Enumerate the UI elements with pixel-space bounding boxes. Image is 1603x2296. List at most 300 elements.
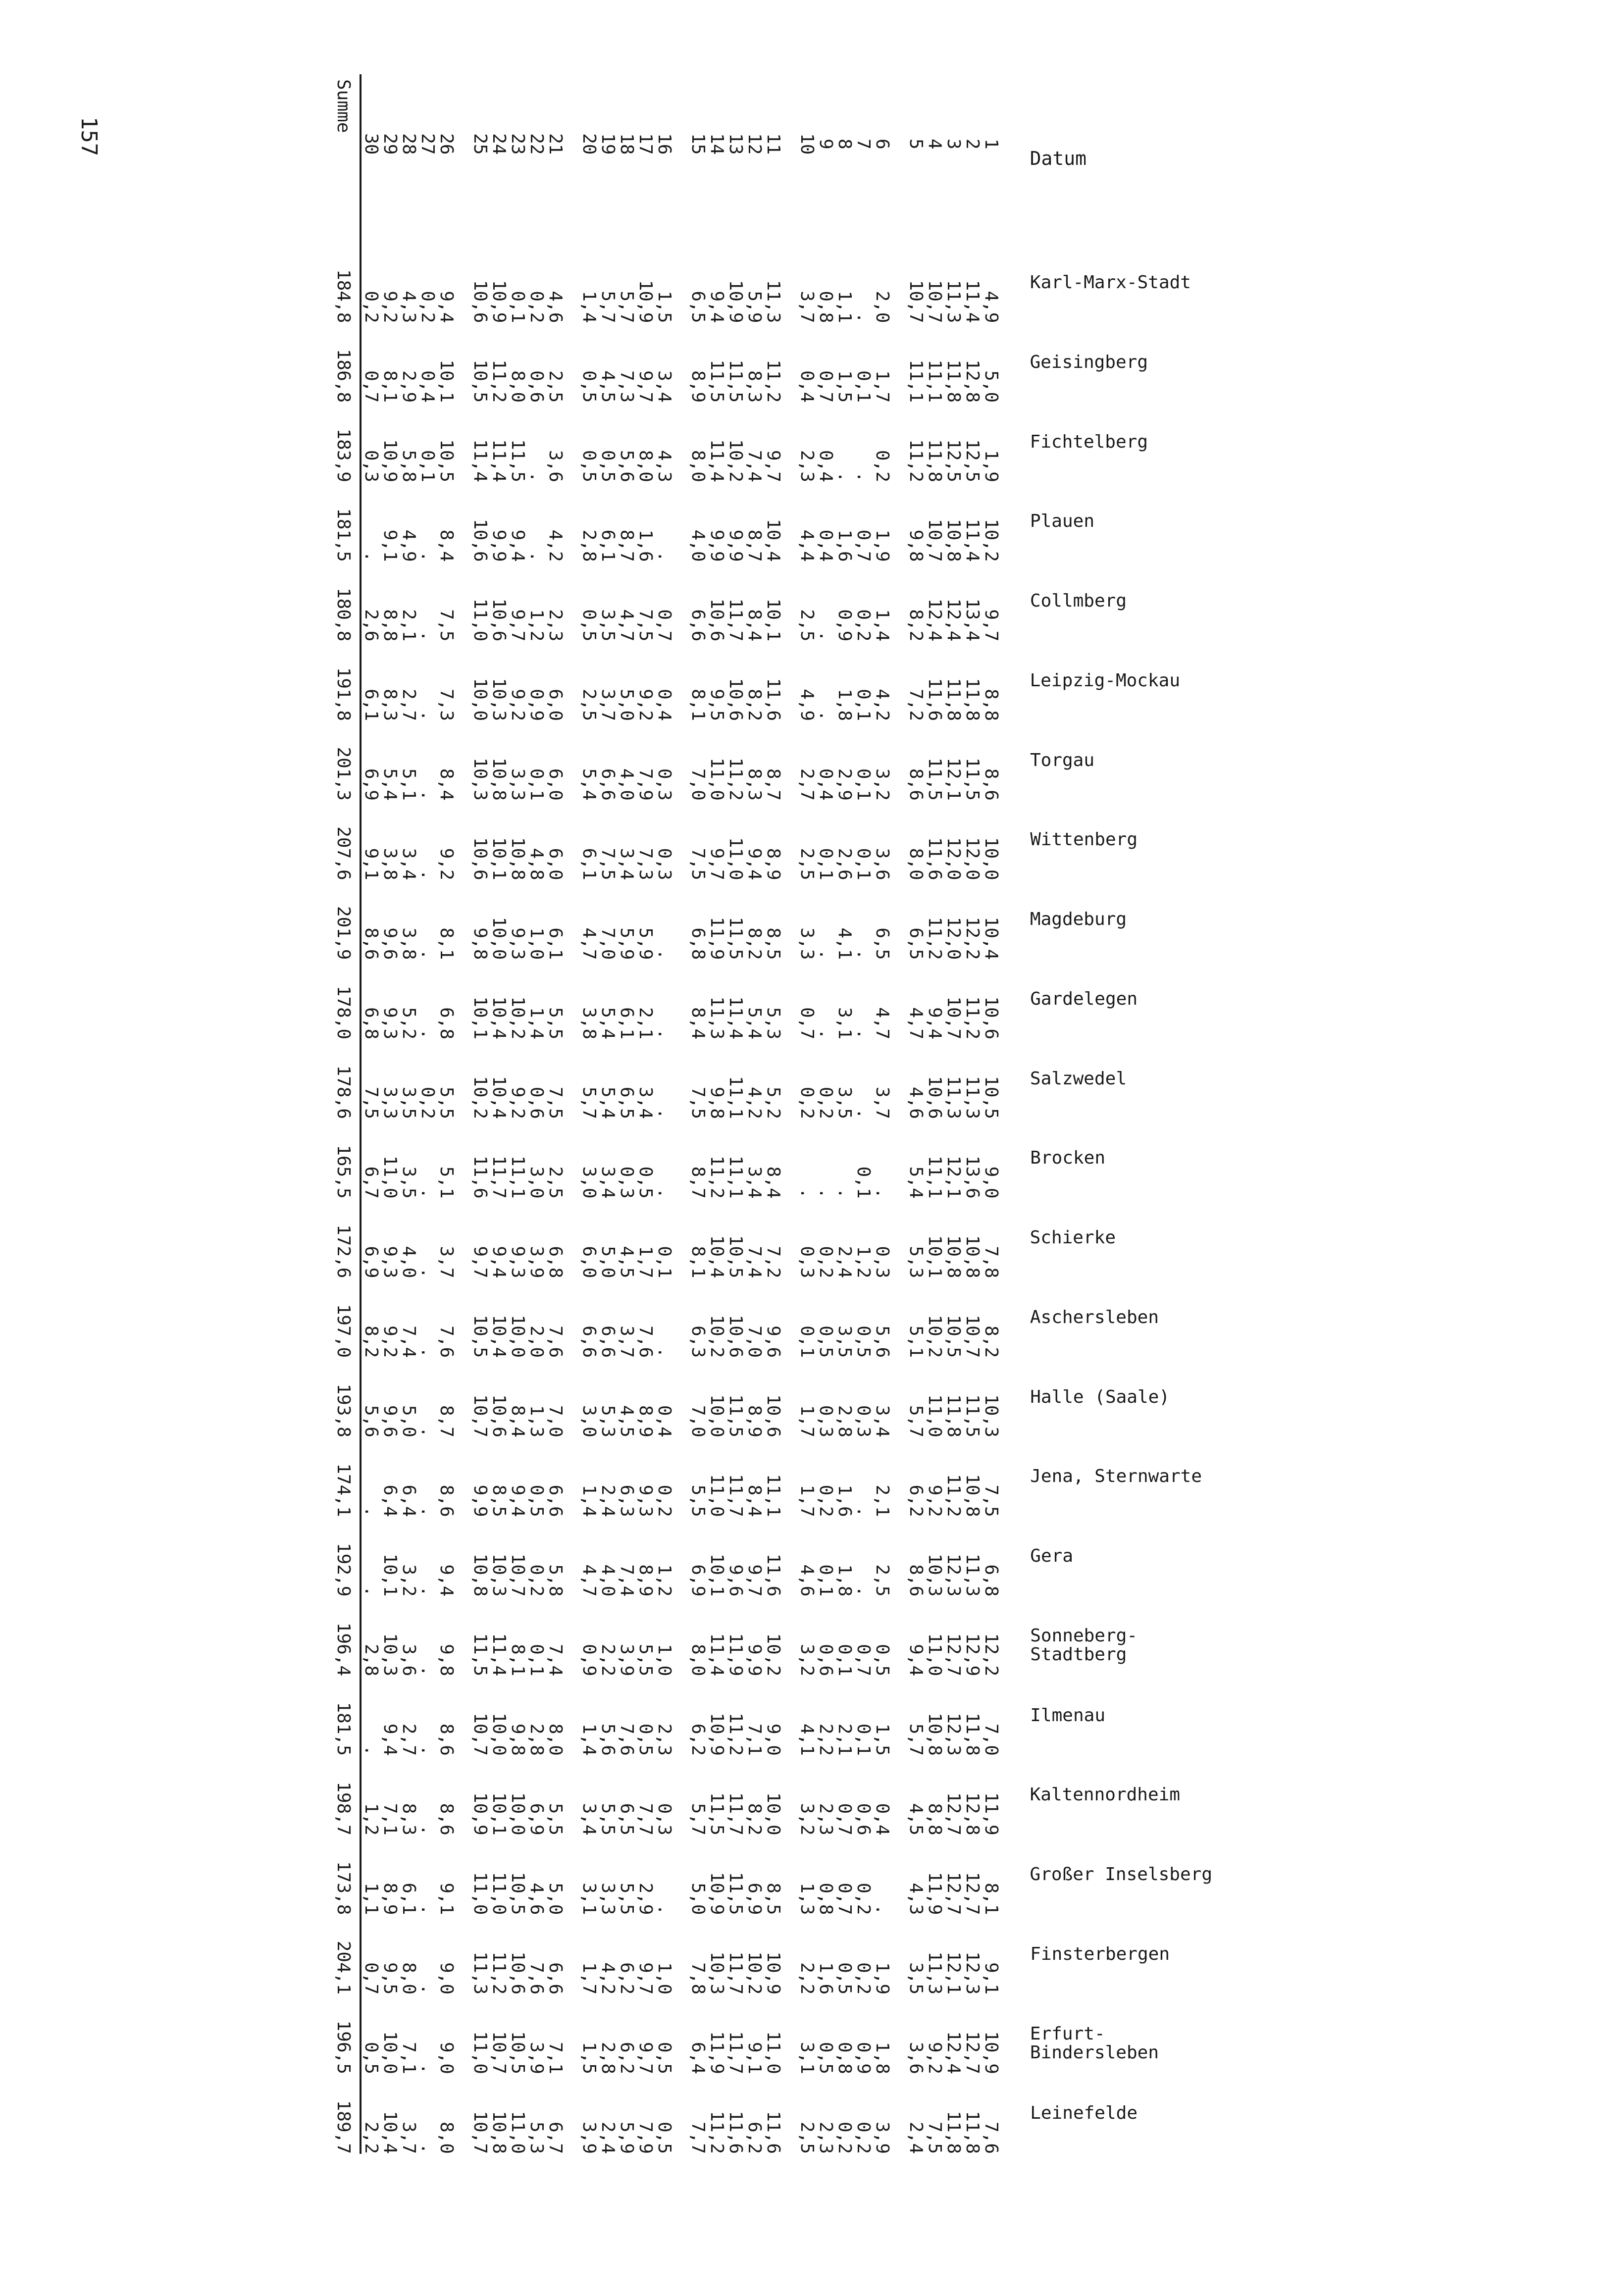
- value-cell: 1,7: [797, 1405, 817, 1437]
- value-cell: 7,6: [526, 1962, 547, 1995]
- value-cell: 2,1: [399, 609, 419, 642]
- value-cell: 6,0: [579, 1246, 599, 1278]
- value-cell: 11,6: [925, 678, 945, 721]
- station-values: [361, 1278, 470, 1358]
- station-values: [688, 801, 797, 880]
- station-name: Schierke: [1030, 1227, 1116, 1248]
- value-cell: 6,8: [688, 927, 708, 960]
- value-cell: 10,4: [489, 996, 509, 1040]
- value-cell: 0,8: [834, 2041, 855, 2074]
- value-cell: 10,5: [943, 1315, 964, 1358]
- value-cell: 11,0: [763, 2031, 783, 2074]
- value-cell: .: [417, 630, 438, 642]
- value-cell: 5,5: [688, 1484, 708, 1517]
- value-cell: 9,6: [380, 1405, 400, 1437]
- value-cell: 10,6: [725, 1315, 746, 1358]
- value-cell: 0,2: [797, 1086, 817, 1119]
- station-values: [361, 721, 470, 801]
- station-values: [906, 1119, 1020, 1199]
- value-cell: 3,4: [635, 1086, 656, 1119]
- value-cell: 4,2: [744, 1086, 765, 1119]
- value-cell: 0,1: [853, 689, 874, 721]
- station-name: Leinefelde: [1030, 2103, 1138, 2124]
- value-cell: .: [417, 869, 438, 880]
- station-values: [906, 323, 1020, 403]
- station-values: [470, 2074, 579, 2154]
- value-cell: 0,4: [816, 768, 836, 801]
- station-values: [470, 1836, 579, 1915]
- day-number: 17: [635, 133, 656, 155]
- value-cell: 12,1: [943, 1951, 964, 1995]
- value-cell: 0,7: [853, 529, 874, 562]
- value-cell: 4,0: [598, 1564, 618, 1597]
- value-cell: 2,0: [526, 1326, 547, 1358]
- value-cell: 11,3: [925, 1951, 945, 1995]
- value-cell: 0,1: [853, 1723, 874, 1756]
- station-values: [688, 1199, 797, 1278]
- value-cell: 0,2: [853, 1883, 874, 1915]
- value-cell: .: [853, 949, 874, 960]
- value-cell: 6,0: [545, 848, 566, 880]
- value-cell: 11,8: [943, 359, 964, 403]
- value-cell: 10,8: [508, 837, 528, 880]
- value-cell: 8,9: [763, 848, 783, 880]
- station-values: [470, 1119, 579, 1199]
- value-cell: 9,7: [635, 2041, 656, 2074]
- day-number: 29: [380, 133, 400, 155]
- value-cell: 5,5: [436, 1086, 457, 1119]
- value-cell: 8,6: [906, 1564, 926, 1597]
- value-cell: 8,9: [380, 1883, 400, 1915]
- value-cell: 11,6: [763, 1553, 783, 1597]
- value-cell: 2,5: [579, 689, 599, 721]
- value-cell: 11,5: [508, 439, 528, 482]
- value-cell: 6,0: [545, 689, 566, 721]
- value-cell: 2,9: [834, 768, 855, 801]
- day-number: 22: [526, 133, 547, 155]
- sum-value: 184,8: [323, 244, 361, 323]
- value-cell: 0,5: [361, 2041, 381, 2074]
- value-cell: 0,2: [853, 609, 874, 642]
- station-values: [688, 1676, 797, 1756]
- station-values: [579, 1596, 688, 1676]
- value-cell: 9,5: [380, 1962, 400, 1995]
- value-cell: .: [797, 1187, 817, 1199]
- value-cell: 9,1: [361, 848, 381, 880]
- station-values: [470, 1039, 579, 1119]
- value-cell: 11,0: [470, 2031, 490, 2074]
- station-values: [688, 403, 797, 482]
- value-cell: .: [654, 1347, 674, 1358]
- station-values: [797, 323, 906, 403]
- value-cell: 5,6: [872, 1326, 892, 1358]
- day-number: 6: [872, 138, 892, 150]
- value-cell: 8,0: [688, 1644, 708, 1677]
- station-values: [906, 1517, 1020, 1597]
- station-values: [906, 1994, 1020, 2074]
- value-cell: 0,9: [579, 1644, 599, 1677]
- value-cell: 10,1: [470, 996, 490, 1040]
- value-cell: .: [417, 1904, 438, 1915]
- value-cell: 10,2: [981, 518, 1001, 562]
- value-cell: 6,6: [598, 768, 618, 801]
- value-cell: 4,8: [526, 848, 547, 880]
- value-cell: 12,7: [962, 2031, 982, 2074]
- station-column-header: [1020, 1039, 1297, 1119]
- value-cell: 4,6: [545, 291, 566, 323]
- value-cell: 6,3: [688, 1326, 708, 1358]
- value-cell: 2,3: [816, 2121, 836, 2154]
- value-cell: 12,5: [962, 439, 982, 482]
- station-values: [688, 1278, 797, 1358]
- value-cell: 8,0: [906, 848, 926, 880]
- station-values: [797, 1994, 906, 2074]
- value-cell: .: [417, 1824, 438, 1836]
- value-cell: 7,7: [635, 1803, 656, 1836]
- value-cell: 0,5: [872, 1644, 892, 1677]
- station-values: [906, 1437, 1020, 1517]
- value-cell: 6,5: [906, 927, 926, 960]
- station-column-header: [1020, 1358, 1297, 1437]
- sum-value: 165,5: [323, 1119, 361, 1199]
- value-cell: .: [417, 2143, 438, 2154]
- sum-value: 197,0: [323, 1278, 361, 1358]
- data-sheet: [258, 74, 1297, 2154]
- station-values: [361, 1915, 470, 1994]
- value-cell: 11,0: [707, 758, 727, 801]
- value-cell: 12,1: [943, 1155, 964, 1199]
- station-name: Karl-Marx-Stadt: [1030, 272, 1191, 293]
- value-cell: 3,3: [508, 768, 528, 801]
- station-values: [797, 1676, 906, 1756]
- value-cell: 0,7: [654, 609, 674, 642]
- value-cell: 0,5: [816, 1326, 836, 1358]
- value-cell: 3,7: [617, 1326, 637, 1358]
- sum-value: 186,8: [323, 323, 361, 403]
- station-values: [579, 880, 688, 960]
- value-cell: 8,2: [744, 1803, 765, 1836]
- station-values: [579, 1199, 688, 1278]
- value-cell: 12,7: [962, 1872, 982, 1915]
- value-cell: 9,6: [725, 1564, 746, 1597]
- station-name: Großer Inselsberg: [1030, 1864, 1213, 1885]
- value-cell: 0,1: [417, 450, 438, 482]
- station-values: [906, 801, 1020, 880]
- value-cell: .: [872, 1904, 892, 1915]
- value-cell: 5,4: [598, 1086, 618, 1119]
- value-cell: 11,1: [925, 359, 945, 403]
- station-values: [579, 482, 688, 562]
- value-cell: 5,9: [635, 927, 656, 960]
- value-cell: 11,7: [725, 1792, 746, 1836]
- value-cell: 4,5: [906, 1803, 926, 1836]
- value-cell: 0,3: [872, 1246, 892, 1278]
- station-values: [797, 880, 906, 960]
- station-values: [688, 721, 797, 801]
- value-cell: 4,9: [981, 291, 1001, 323]
- value-cell: 0,7: [834, 1883, 855, 1915]
- value-cell: 5,6: [598, 1723, 618, 1756]
- day-number: 20: [579, 133, 599, 155]
- sum-value: 172,6: [323, 1199, 361, 1278]
- sum-value: 196,4: [323, 1596, 361, 1676]
- value-cell: 9,2: [925, 1484, 945, 1517]
- value-cell: 3,9: [872, 2121, 892, 2154]
- day-number: 13: [725, 133, 746, 155]
- value-cell: 11,5: [725, 359, 746, 403]
- value-cell: 10,5: [725, 1235, 746, 1278]
- value-cell: 1,8: [834, 1564, 855, 1597]
- value-cell: .: [654, 1028, 674, 1040]
- sum-value: 181,5: [323, 1676, 361, 1756]
- station-values: [906, 1676, 1020, 1756]
- value-cell: 11,0: [470, 598, 490, 642]
- value-cell: 8,1: [981, 1883, 1001, 1915]
- value-cell: 1,6: [834, 1484, 855, 1517]
- value-cell: 0,6: [526, 370, 547, 403]
- station-column-header: [1020, 641, 1297, 721]
- value-cell: 11,2: [962, 996, 982, 1040]
- value-cell: 8,6: [436, 1723, 457, 1756]
- value-cell: 11,8: [962, 1713, 982, 1756]
- station-values: [906, 1039, 1020, 1119]
- day-numbers: [579, 74, 688, 244]
- station-values: [361, 562, 470, 642]
- value-cell: 3,0: [579, 1405, 599, 1437]
- value-cell: .: [654, 1904, 674, 1915]
- value-cell: .: [816, 630, 836, 642]
- value-cell: 2,2: [797, 1962, 817, 1995]
- station-values: [797, 482, 906, 562]
- value-cell: .: [417, 1745, 438, 1756]
- value-cell: 10,2: [508, 996, 528, 1040]
- station-values: [579, 1915, 688, 1994]
- value-cell: 10,6: [707, 598, 727, 642]
- value-cell: 10,3: [489, 678, 509, 721]
- value-cell: 4,2: [545, 529, 566, 562]
- value-cell: 10,4: [380, 2111, 400, 2154]
- value-cell: 9,2: [380, 1326, 400, 1358]
- value-cell: 7,3: [617, 370, 637, 403]
- value-cell: 10,7: [925, 518, 945, 562]
- value-cell: 2,2: [598, 1644, 618, 1677]
- day-number: 10: [797, 133, 817, 155]
- value-cell: 9,4: [380, 1723, 400, 1756]
- value-cell: 10,2: [470, 1076, 490, 1119]
- value-cell: 5,3: [598, 1405, 618, 1437]
- value-cell: 10,7: [470, 1713, 490, 1756]
- value-cell: 9,5: [707, 689, 727, 721]
- sum-value: 178,0: [323, 960, 361, 1039]
- value-cell: 11,7: [725, 1951, 746, 1995]
- value-cell: 3,1: [579, 1883, 599, 1915]
- station-values: [579, 641, 688, 721]
- value-cell: 8,2: [744, 927, 765, 960]
- day-group-row: [361, 74, 470, 2154]
- day-number: 27: [417, 133, 438, 155]
- value-cell: 3,3: [380, 1086, 400, 1119]
- value-cell: 11,1: [763, 1474, 783, 1517]
- value-cell: 11,1: [725, 1155, 746, 1199]
- value-cell: 8,9: [635, 1405, 656, 1437]
- value-cell: 7,1: [399, 2041, 419, 2074]
- value-cell: 8,0: [399, 1962, 419, 1995]
- value-cell: 6,4: [380, 1484, 400, 1517]
- value-cell: 4,0: [688, 529, 708, 562]
- station-name: Salzwedel: [1030, 1068, 1127, 1089]
- value-cell: 0,1: [797, 1326, 817, 1358]
- station-values: [797, 641, 906, 721]
- station-values: [797, 960, 906, 1039]
- value-cell: 10,9: [489, 280, 509, 323]
- station-values: [579, 1278, 688, 1358]
- value-cell: 11,5: [707, 359, 727, 403]
- value-cell: .: [816, 1187, 836, 1199]
- value-cell: 11,5: [470, 1633, 490, 1677]
- value-cell: 5,3: [906, 1246, 926, 1278]
- value-cell: 3,2: [399, 1564, 419, 1597]
- value-cell: 7,1: [744, 1723, 765, 1756]
- value-cell: 1,7: [797, 1484, 817, 1517]
- value-cell: 8,0: [688, 450, 708, 482]
- station-values: [797, 1039, 906, 1119]
- value-cell: 10,6: [925, 1076, 945, 1119]
- value-cell: 11,4: [962, 518, 982, 562]
- station-values: [906, 880, 1020, 960]
- value-cell: 10,9: [763, 1951, 783, 1995]
- value-cell: 0,4: [872, 1803, 892, 1836]
- value-cell: 4,3: [654, 450, 674, 482]
- value-cell: 2,8: [598, 2041, 618, 2074]
- value-cell: 3,5: [399, 1166, 419, 1199]
- value-cell: 6,6: [688, 609, 708, 642]
- station-values: [361, 1836, 470, 1915]
- value-cell: 3,8: [579, 1007, 599, 1040]
- value-cell: .: [417, 1187, 438, 1199]
- value-cell: 12,2: [981, 1633, 1001, 1677]
- value-cell: 11,2: [725, 1713, 746, 1756]
- sum-value: 196,5: [323, 1994, 361, 2074]
- value-cell: 2,1: [635, 1007, 656, 1040]
- value-cell: .: [417, 1585, 438, 1597]
- value-cell: 1,4: [872, 609, 892, 642]
- value-cell: 10,6: [489, 598, 509, 642]
- value-cell: 8,1: [688, 689, 708, 721]
- station-values: [470, 1517, 579, 1597]
- value-cell: 8,5: [763, 927, 783, 960]
- value-cell: 2,1: [872, 1484, 892, 1517]
- value-cell: 12,4: [925, 598, 945, 642]
- value-cell: 6,8: [545, 1246, 566, 1278]
- value-cell: 9,0: [981, 1166, 1001, 1199]
- value-cell: 10,6: [981, 996, 1001, 1040]
- value-cell: .: [816, 949, 836, 960]
- value-cell: 8,4: [744, 1484, 765, 1517]
- value-cell: 8,0: [508, 370, 528, 403]
- day-number: 3: [943, 138, 964, 150]
- value-cell: 2,5: [545, 1166, 566, 1199]
- station-values: [361, 482, 470, 562]
- value-cell: 1,9: [981, 450, 1001, 482]
- value-cell: .: [361, 551, 381, 562]
- sum-value: 183,9: [323, 403, 361, 482]
- value-cell: 8,0: [635, 450, 656, 482]
- value-cell: 1,6: [834, 529, 855, 562]
- value-cell: 9,4: [508, 1484, 528, 1517]
- value-cell: 0,1: [853, 1166, 874, 1199]
- value-cell: 11,3: [707, 996, 727, 1040]
- station-values: [361, 960, 470, 1039]
- value-cell: 3,6: [545, 450, 566, 482]
- value-cell: 10,8: [943, 518, 964, 562]
- value-cell: 11,5: [962, 1394, 982, 1437]
- value-cell: 10,8: [962, 1474, 982, 1517]
- station-values: [579, 1994, 688, 2074]
- value-cell: 5,7: [598, 291, 618, 323]
- value-cell: 7,1: [380, 1803, 400, 1836]
- value-cell: 11,9: [707, 917, 727, 960]
- value-cell: 2,0: [872, 291, 892, 323]
- station-values: [361, 1119, 470, 1199]
- value-cell: 11,6: [763, 2111, 783, 2154]
- station-values: [470, 1278, 579, 1358]
- value-cell: 3,9: [526, 1246, 547, 1278]
- value-cell: 6,0: [545, 768, 566, 801]
- day-numbers: [906, 74, 1020, 244]
- value-cell: 0,5: [816, 2041, 836, 2074]
- value-cell: 7,5: [635, 609, 656, 642]
- value-cell: 10,8: [470, 1553, 490, 1597]
- value-cell: 2,1: [834, 1723, 855, 1756]
- value-cell: .: [654, 949, 674, 960]
- value-cell: 8,6: [981, 768, 1001, 801]
- value-cell: 8,9: [688, 370, 708, 403]
- value-cell: 7,6: [981, 2121, 1001, 2154]
- value-cell: 0,7: [361, 370, 381, 403]
- value-cell: 9,4: [436, 291, 457, 323]
- station-name: Jena, Sternwarte: [1030, 1466, 1202, 1487]
- value-cell: 2,5: [797, 848, 817, 880]
- value-cell: 2,6: [834, 848, 855, 880]
- value-cell: 0,5: [635, 1723, 656, 1756]
- value-cell: 0,1: [834, 1644, 855, 1677]
- value-cell: 9,4: [925, 1007, 945, 1040]
- value-cell: 10,9: [470, 1792, 490, 1836]
- station-name: Sonneberg- Stadtberg: [1030, 1625, 1138, 1665]
- station-values: [906, 1199, 1020, 1278]
- value-cell: 10,1: [380, 1553, 400, 1597]
- table-body: [323, 74, 1020, 2154]
- day-numbers: [361, 74, 470, 244]
- value-cell: 10,9: [635, 280, 656, 323]
- value-cell: 1,6: [635, 529, 656, 562]
- value-cell: 7,8: [688, 1962, 708, 1995]
- value-cell: 7,2: [906, 689, 926, 721]
- value-cell: 4,9: [399, 529, 419, 562]
- day-number: 21: [545, 133, 566, 155]
- value-cell: 10,7: [489, 2031, 509, 2074]
- value-cell: 0,5: [654, 2041, 674, 2074]
- value-cell: 10,6: [489, 1394, 509, 1437]
- value-cell: 9,8: [470, 927, 490, 960]
- value-cell: 12,9: [962, 1633, 982, 1677]
- value-cell: 11,8: [943, 678, 964, 721]
- day-numbers: [470, 74, 579, 244]
- value-cell: 5,0: [545, 1883, 566, 1915]
- value-cell: 11,2: [707, 2111, 727, 2154]
- value-cell: 11,2: [707, 1155, 727, 1199]
- value-cell: 10,2: [763, 1633, 783, 1677]
